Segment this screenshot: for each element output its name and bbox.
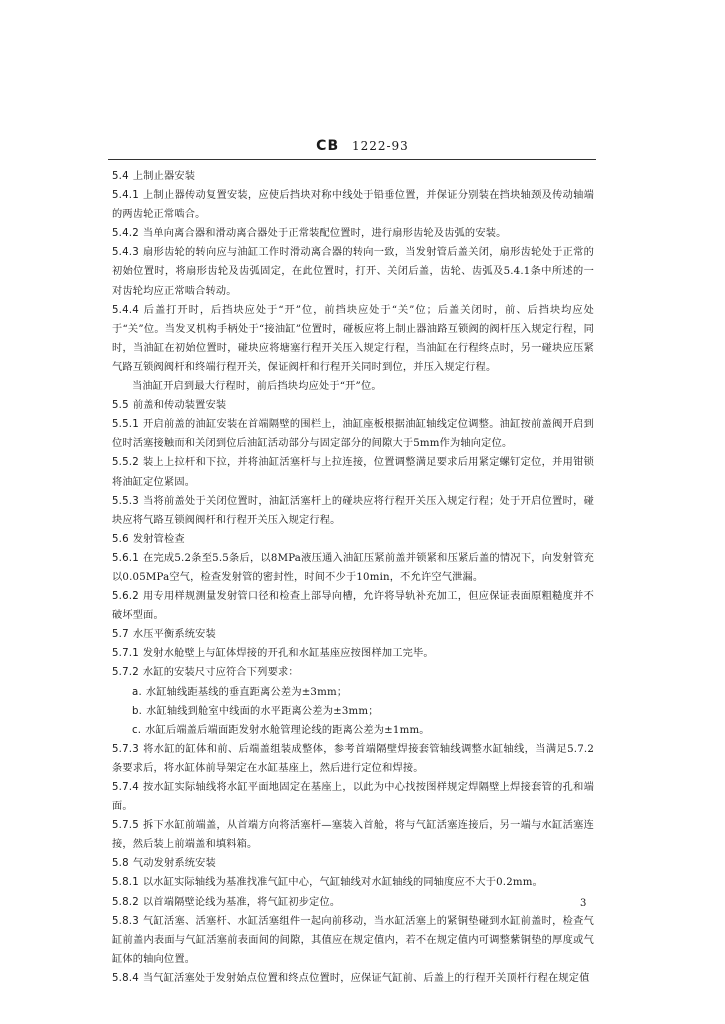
clause-paragraph xyxy=(112,740,594,778)
section-heading xyxy=(112,854,594,873)
clause-number: b. xyxy=(132,705,143,717)
clause-number: 5.7.4 xyxy=(112,782,139,793)
clause-paragraph xyxy=(112,377,594,396)
clause-text: 水压平衡系统安装 xyxy=(132,629,216,641)
clause-text: 当气缸活塞处于发射始点位置和终点位置时，应保证气缸前、后盖上的行程开关顶杆行程在规定值 xyxy=(142,972,590,984)
clause-paragraph xyxy=(112,912,594,969)
clause-paragraph xyxy=(112,224,594,243)
clause-paragraph xyxy=(112,873,594,892)
clause-paragraph xyxy=(112,702,594,721)
clause-text: 上制止器传动复置安装，应使后挡块对称中线处于铅垂位置，并保证分别装在挡块轴颈及传动轴端的两齿轮正常啮合。 xyxy=(112,190,594,221)
clause-number: 5.8.1 xyxy=(112,877,139,889)
page-number: 3 xyxy=(580,898,587,909)
clause-number: 5.4 xyxy=(112,171,129,182)
clause-number: 5.7 xyxy=(112,629,129,641)
clause-number: 5.6.2 xyxy=(112,591,139,603)
clause-number: 5.4.4 xyxy=(112,304,139,316)
standard-code: CB xyxy=(316,138,340,154)
clause-text: 拆下水缸前端盖，从首端方向将活塞杆—塞装入首舱，将与气缸活塞连接后，另一端与水缸活塞连接，然后装上前端盖和填料箱。 xyxy=(112,820,594,851)
clause-number: 5.5 xyxy=(112,400,129,412)
clause-text: 水缸的安装尺寸应符合下列要求： xyxy=(142,667,299,679)
clause-text: 当将前盖处于关闭位置时，油缸活塞杆上的碰块应将行程开关压入规定行程；处于开启位置时，碰块应将气路互锁阀阀杆和行程开关压入规定行程。 xyxy=(112,495,594,526)
clause-text: 在完成5.2条至5.5条后，以8MPa液压通入油缸压紧前盖并锁紧和压紧后盖的情况下，向发射管充以0.05MPa空气，检查发射管的密封性，时间不少于10min，不允许空气泄漏。 xyxy=(112,552,594,583)
page-header xyxy=(0,138,725,154)
clause-paragraph xyxy=(112,969,594,988)
clause-paragraph xyxy=(112,644,594,663)
clause-number: 5.6.1 xyxy=(112,552,139,564)
clause-text: 上制止器安装 xyxy=(132,171,196,182)
clause-number: 5.4.2 xyxy=(112,228,139,240)
clause-text: 气缸活塞、活塞杆、水缸活塞组件一起向前移动，当水缸活塞上的紧铜垫碰到水缸前盖时，检查气缸前盖内表面与气缸活塞前表面间的间隙，其值应在规定值内，若不在规定值内可调整紫铜垫的厚度或气缸体的轴向位置。 xyxy=(112,915,594,965)
section-heading xyxy=(112,530,594,549)
clause-text: 当单向离合器和滑动离合器处于正常装配位置时，进行扇形齿轮及齿弧的安装。 xyxy=(142,228,507,240)
clause-number: 5.8 xyxy=(112,858,129,870)
clause-text: 前盖和传动装置安装 xyxy=(132,400,227,412)
document-body xyxy=(112,167,594,988)
clause-text: 以首端隔壁论线为基准，将气缸初步定位。 xyxy=(142,896,341,908)
clause-number: 5.5.3 xyxy=(112,495,139,507)
clause-text: 发射管检查 xyxy=(132,533,185,545)
clause-text: 水缸后端盖后端面距发射水舱管理论线的距离公差为±1mm。 xyxy=(145,724,430,736)
section-heading xyxy=(112,625,594,644)
clause-paragraph xyxy=(112,549,594,587)
clause-text: 水缸轴线到舱室中线面的水平距离公差为±3mm； xyxy=(146,705,379,717)
clause-text: 扇形齿轮的转向应与油缸工作时滑动离合器的转向一致，当发射管后盖关闭，扇形齿轮处于正常的初始位置时，将扇形齿轮及齿弧固定，在此位置时，打开、关闭后盖，齿轮、齿弧及5.4.1条中所述的一对齿轮均应正常啮合转动。 xyxy=(112,247,594,297)
clause-text: 气动发射系统安装 xyxy=(132,858,216,870)
clause-number: 5.8.2 xyxy=(112,896,139,908)
clause-paragraph xyxy=(112,683,594,702)
clause-paragraph xyxy=(112,587,594,625)
clause-number: 5.7.2 xyxy=(112,667,139,679)
clause-paragraph xyxy=(112,663,594,682)
clause-text: 以水缸实际轴线为基准找准气缸中心，气缸轴线对水缸轴线的同轴度应不大于0.2mm。 xyxy=(142,877,544,889)
clause-number: 5.7.5 xyxy=(112,820,139,832)
clause-paragraph xyxy=(112,492,594,530)
clause-paragraph xyxy=(112,816,594,854)
clause-paragraph xyxy=(112,893,594,912)
clause-text: 将水缸的缸体和前、后端盖组装成整体，参考首端隔壁焊接套管轴线调整水缸轴线，当满足5.7.2条要求后，将水缸体前导架定在水缸基座上，然后进行定位和焊接。 xyxy=(112,743,594,774)
section-heading xyxy=(112,167,594,186)
clause-number: 5.5.1 xyxy=(112,419,139,431)
clause-number: 5.4.3 xyxy=(112,247,139,259)
clause-number: 5.6 xyxy=(112,533,129,545)
clause-number: 5.8.3 xyxy=(112,915,139,927)
clause-paragraph xyxy=(112,301,594,377)
clause-paragraph xyxy=(112,453,594,491)
clause-paragraph xyxy=(112,243,594,300)
clause-text: 用专用样规测量发射管口径和检查上部导向槽，允许将导轨补充加工，但应保证表面原粗糙度并不破坏型面。 xyxy=(112,591,594,622)
clause-text: 开启前盖的油缸安装在首端隔壁的围栏上，油缸座板根据油缸轴线定位调整。油缸按前盖阀开启到位时活塞接触而和关闭到位后油缸活动部分与固定部分的间隙大于5mm作为轴向定位。 xyxy=(112,419,594,450)
clause-paragraph xyxy=(112,415,594,453)
clause-text: 水缸轴线距基线的垂直距离公差为±3mm； xyxy=(145,686,348,698)
clause-text: 按水缸实际轴线将水缸平面地固定在基座上，以此为中心找按图样规定焊隔壁上焊接套管的孔和端面。 xyxy=(112,782,594,813)
header-rule xyxy=(108,159,596,160)
section-heading xyxy=(112,396,594,415)
clause-paragraph xyxy=(112,778,594,816)
standard-number: 1222-93 xyxy=(351,139,409,153)
clause-number: 5.8.4 xyxy=(112,972,139,984)
clause-number: c. xyxy=(132,724,142,736)
clause-number: 5.7.3 xyxy=(112,743,139,755)
clause-number: 5.7.1 xyxy=(112,648,139,660)
clause-text: 后盖打开时，后挡块应处于“开”位，前挡块应处于“关”位；后盖关闭时，前、后挡块均应处于“关”位。当发叉机构手柄处于“接油缸”位置时，碰板应将上制止器油路互锁阀的阀杆压入规定行程，同时，当油缸在初始位置时，碰块应将塘塞行程开关压入规定行程，当油缸在行程终点时，另一碰块应压紧气路互锁阀阀杆和终端行程开关，保证阀杆和行程开关同时到位，并压入规定行程。 xyxy=(112,304,594,373)
clause-text: 当油缸开启到最大行程时，前后挡块均应处于“开”位。 xyxy=(132,381,382,393)
clause-text: 发射水舱壁上与缸体焊接的开孔和水缸基座应按图样加工完毕。 xyxy=(142,648,434,660)
clause-number: a. xyxy=(132,686,142,698)
clause-paragraph xyxy=(112,721,594,740)
clause-number: 5.4.1 xyxy=(112,190,139,202)
clause-number: 5.5.2 xyxy=(112,457,139,469)
clause-text: 装上上拉杆和下拉，并将油缸活塞杆与上拉连接，位置调整满足要求后用紧定螺钉定位，并用钳锁将油缸定位紧固。 xyxy=(112,457,594,488)
clause-paragraph xyxy=(112,186,594,224)
